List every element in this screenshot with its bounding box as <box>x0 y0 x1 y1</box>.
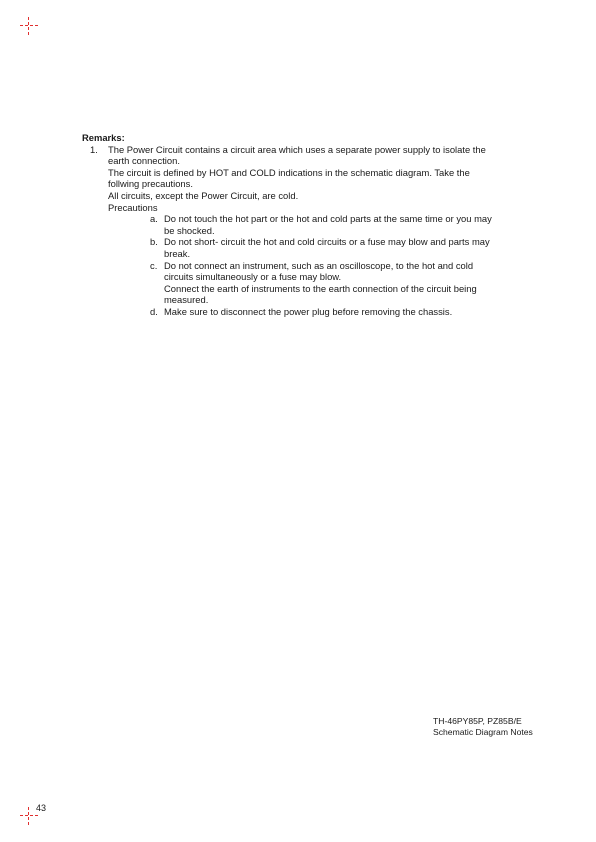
precautions-list <box>150 213 522 317</box>
remark-item-1 <box>82 144 522 318</box>
remark-line: follwing precautions. <box>108 178 193 190</box>
precaution-line: Make sure to disconnect the power plug before removing the chassis. <box>164 305 453 317</box>
footer <box>433 716 533 738</box>
precaution-line: Do not touch the hot part or the hot and cold parts at the same time or you may <box>164 213 492 225</box>
precaution-letter: c. <box>150 259 158 271</box>
remark-line: The circuit is defined by HOT and COLD indications in the schematic diagram. Take the <box>108 166 470 178</box>
remark-line: earth connection. <box>108 155 180 167</box>
footer-section: Schematic Diagram Notes <box>433 727 533 737</box>
precaution-line: be shocked. <box>164 224 215 236</box>
precaution-c <box>150 260 522 306</box>
remarks-heading: Remarks: <box>82 132 125 143</box>
precaution-line: measured. <box>164 294 209 306</box>
precautions-label: Precautions <box>108 201 158 213</box>
precaution-b <box>150 236 522 259</box>
precaution-letter: b. <box>150 236 158 248</box>
precaution-a <box>150 213 522 236</box>
registration-mark-top <box>20 17 38 35</box>
remark-line: All circuits, except the Power Circuit, are cold. <box>108 189 299 201</box>
remark-item-number: 1. <box>90 143 98 155</box>
precaution-letter: a. <box>150 213 158 225</box>
remark-line: The Power Circuit contains a circuit area which uses a separate power supply to isolate the <box>108 143 486 155</box>
precaution-line: Do not connect an instrument, such as an oscilloscope, to the hot and cold <box>164 259 474 271</box>
precaution-line: Connect the earth of instruments to the earth connection of the circuit being <box>164 282 477 294</box>
precaution-line: break. <box>164 247 191 259</box>
precaution-line: circuits simultaneously or a fuse may blow. <box>164 271 342 283</box>
precaution-d <box>150 306 522 318</box>
precaution-letter: d. <box>150 305 158 317</box>
page-number: 43 <box>36 803 47 813</box>
precaution-line: Do not short- circuit the hot and cold circuits or a fuse may blow and parts may <box>164 236 490 248</box>
remarks-section <box>82 132 522 318</box>
footer-model: TH-46PY85P, PZ85B/E <box>433 716 522 726</box>
